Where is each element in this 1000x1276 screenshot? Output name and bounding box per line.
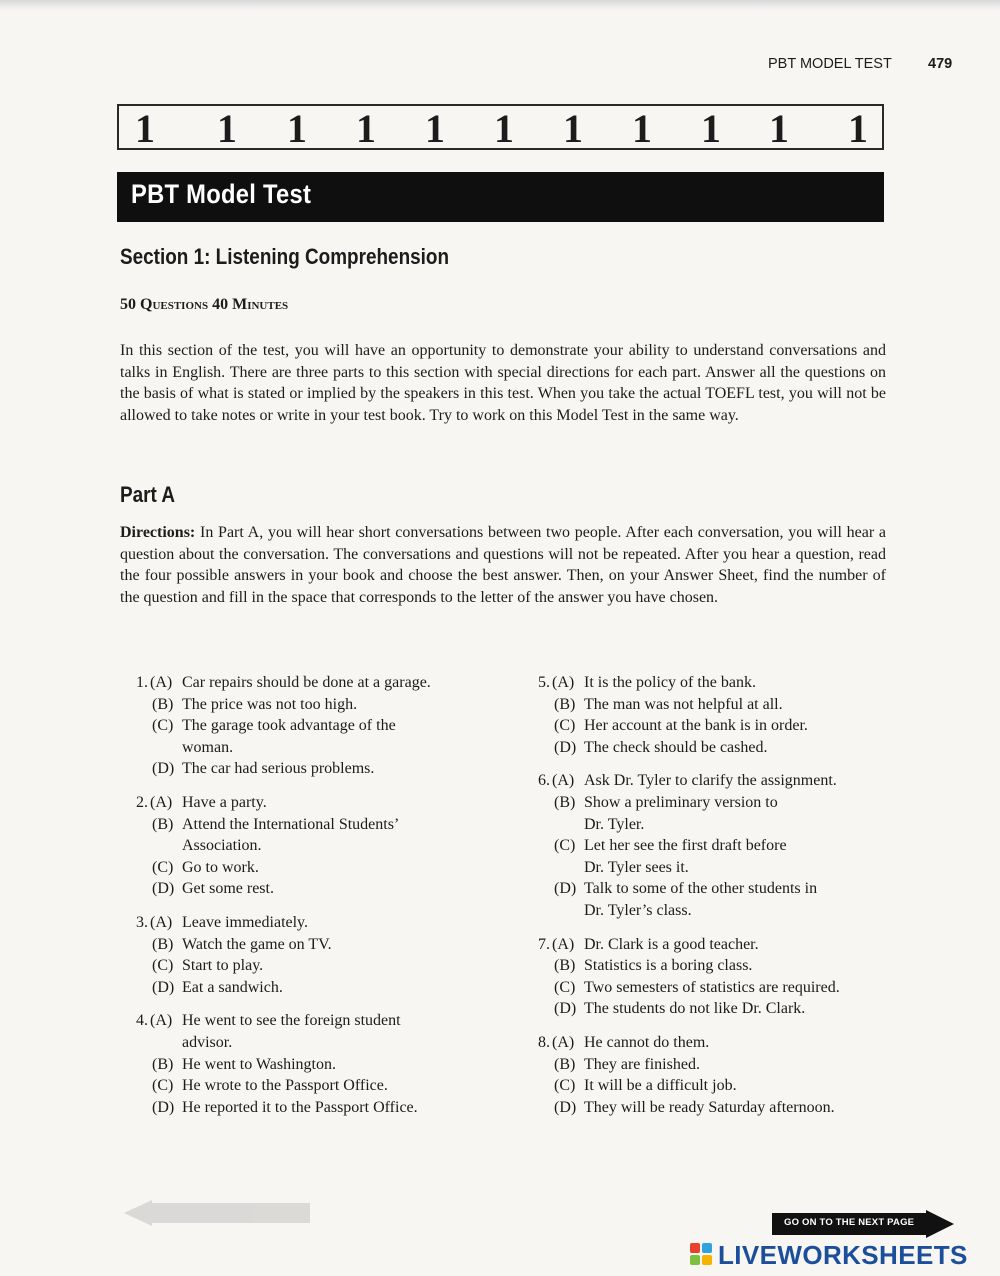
question-column-right [532, 672, 892, 1130]
option-letter: (C) [554, 1077, 576, 1095]
option-text: Watch the game on TV. [182, 935, 332, 953]
answer-option [130, 934, 490, 956]
question-item [130, 912, 490, 998]
option-text: Show a preliminary version to [584, 793, 778, 811]
option-letter: (D) [554, 880, 577, 898]
option-letter: (C) [152, 957, 174, 975]
option-letter: (A) [150, 793, 173, 811]
part-title: Part A [120, 482, 176, 507]
section-title: Section 1: Listening Comprehension [120, 244, 450, 269]
option-letter: (A) [552, 1033, 575, 1051]
option-letter: (C) [554, 717, 576, 735]
answer-option [532, 770, 892, 792]
option-text: The man was not helpful at all. [584, 695, 783, 713]
question-item [532, 934, 892, 1020]
option-text: It is the policy of the bank. [584, 674, 756, 691]
option-text: He wrote to the Passport Office. [182, 1077, 388, 1095]
option-text: They are finished. [584, 1055, 700, 1073]
answer-option [130, 792, 490, 814]
option-text: Two semesters of statistics are required. [584, 978, 840, 996]
section-number: 1 [769, 106, 789, 151]
section-number: 1 [217, 106, 237, 151]
option-text: It will be a difficult job. [584, 1077, 737, 1095]
option-text: Statistics is a boring class. [584, 957, 753, 975]
question-column-left [130, 672, 490, 1130]
page-number: 479 [928, 56, 953, 72]
option-letter: (C) [152, 1077, 174, 1095]
answer-option [130, 977, 490, 999]
bleed-through-arrow [124, 1200, 310, 1226]
section-number: 1 [494, 106, 514, 151]
section-number-strip [117, 104, 884, 150]
option-letter: (B) [152, 695, 174, 713]
answer-option [532, 737, 892, 759]
section-intro: In this section of the test, you will have an opportunity to demonstrate your ability to understand conversations and talks in English. There are three parts to this section with special directions for each part. Answer all the questions on the basis of what is stated or implied by the speakers in this test. When you take the actual TOEFL test, you will not be allowed to take notes or write in your test book. Try to work on this Model Test in the same way. [120, 342, 886, 424]
brand-wordmark: LIVEWORKSHEETS [718, 1240, 968, 1270]
scan-edge-shadow [0, 0, 1000, 10]
answer-option [130, 1010, 490, 1053]
question-item [130, 792, 490, 900]
option-text: He went to see the foreign student [182, 1012, 401, 1030]
answer-option [130, 758, 490, 780]
banner-title: PBT Model Test [131, 179, 312, 209]
option-text: Have a party. [182, 793, 267, 811]
question-number: 7. [538, 935, 550, 953]
section-number: 1 [135, 106, 155, 151]
option-text: Her account at the bank is in order. [584, 717, 808, 735]
questions-word: Questions [140, 296, 209, 313]
option-text-continued: Dr. Tyler’s class. [584, 901, 692, 919]
answer-option [532, 977, 892, 999]
answer-option [130, 878, 490, 900]
question-number: 1. [136, 674, 148, 691]
option-text: Start to play. [182, 957, 264, 975]
option-letter: (D) [554, 1000, 577, 1018]
option-letter: (A) [150, 913, 173, 931]
answer-option [532, 835, 892, 878]
option-text: The car had serious problems. [182, 760, 375, 778]
option-text: He went to Washington. [182, 1055, 336, 1073]
section-number: 1 [632, 106, 652, 151]
question-number: 8. [538, 1033, 550, 1051]
option-text: They will be ready Saturday afternoon. [584, 1098, 835, 1116]
answer-option [532, 1054, 892, 1076]
option-letter: (C) [152, 717, 174, 735]
question-count: 50 [120, 296, 136, 313]
part-directions [120, 522, 886, 608]
option-text: He reported it to the Passport Office. [182, 1098, 418, 1116]
section-number: 1 [701, 106, 721, 151]
option-letter: (B) [554, 793, 576, 811]
next-page-arrow[interactable] [772, 1210, 956, 1238]
option-text: Ask Dr. Tyler to clarify the assignment. [584, 772, 837, 790]
answer-option [130, 1097, 490, 1119]
option-letter: (D) [152, 1098, 175, 1116]
question-item [532, 770, 892, 921]
option-letter: (B) [152, 935, 174, 953]
question-number: 6. [538, 772, 550, 790]
page-header [760, 56, 960, 76]
arrow-right-icon [926, 1210, 954, 1238]
option-letter: (B) [554, 957, 576, 975]
question-item [532, 672, 892, 758]
title-banner [117, 172, 884, 222]
option-text-continued: advisor. [182, 1033, 233, 1051]
question-item [130, 1010, 490, 1118]
option-letter: (A) [552, 935, 575, 953]
answer-option [130, 694, 490, 716]
answer-option [130, 715, 490, 758]
answer-option [532, 1097, 892, 1119]
option-letter: (B) [152, 1055, 174, 1073]
answer-option [130, 912, 490, 934]
option-text: Car repairs should be done at a garage. [182, 674, 431, 691]
answer-option [130, 857, 490, 879]
option-text: Leave immediately. [182, 913, 309, 931]
option-text: The garage took advantage of the [182, 717, 396, 735]
answer-option [532, 672, 892, 694]
option-text: Let her see the first draft before [584, 837, 787, 855]
answer-option [130, 955, 490, 977]
option-letter: (D) [152, 760, 175, 778]
answer-option [130, 672, 490, 694]
section-number: 1 [356, 106, 376, 151]
option-text: Dr. Clark is a good teacher. [584, 935, 759, 953]
question-number: 3. [136, 913, 148, 931]
option-text: The price was not too high. [182, 695, 358, 713]
option-letter: (C) [152, 858, 174, 876]
option-letter: (D) [152, 880, 175, 898]
answer-option [130, 1054, 490, 1076]
option-letter: (A) [150, 1012, 173, 1030]
minutes-count: 40 [212, 296, 229, 313]
logo-icon [690, 1243, 714, 1267]
option-letter: (D) [554, 1098, 577, 1116]
answer-option [532, 1032, 892, 1054]
answer-option [532, 792, 892, 835]
option-text: Go to work. [182, 858, 259, 876]
option-letter: (A) [150, 674, 173, 691]
question-number: 5. [538, 674, 550, 691]
directions-text: In Part A, you will hear short conversations between two people. After each conversation, you will hear a question about the conversation. The conversations and questions will not be repeated. After you hear a question, read the four possible answers in your book and choose the best answer. Then, on your Answer Sheet, find the number of the question and fill in the space that corresponds to the letter of the answer you have chosen. [120, 524, 887, 606]
answer-option [532, 1075, 892, 1097]
answer-option [130, 814, 490, 857]
answer-option [130, 1075, 490, 1097]
next-page-label: GO ON TO THE NEXT PAGE [784, 1217, 915, 1228]
answer-option [532, 715, 892, 737]
option-text-continued: Association. [182, 837, 262, 855]
section-number: 1 [287, 106, 307, 151]
question-item [532, 1032, 892, 1118]
option-text-continued: woman. [182, 738, 234, 756]
option-text: Attend the International Students’ [182, 815, 400, 833]
option-text: The check should be cashed. [584, 738, 768, 756]
option-letter: (C) [554, 978, 576, 996]
answer-option [532, 694, 892, 716]
answer-option [532, 934, 892, 956]
option-text: He cannot do them. [584, 1033, 710, 1051]
option-text-continued: Dr. Tyler sees it. [584, 858, 689, 876]
section-number: 1 [848, 106, 868, 151]
option-letter: (A) [552, 772, 575, 790]
option-letter: (D) [152, 978, 175, 996]
answer-option [532, 955, 892, 977]
option-letter: (B) [554, 1055, 576, 1073]
question-number: 4. [136, 1012, 148, 1030]
answer-option [532, 998, 892, 1020]
option-text: Talk to some of the other students in [584, 880, 818, 898]
section-number: 1 [425, 106, 445, 151]
option-letter: (C) [554, 837, 576, 855]
section-meta [120, 296, 288, 314]
option-letter: (B) [554, 695, 576, 713]
option-letter: (B) [152, 815, 174, 833]
option-text-continued: Dr. Tyler. [584, 815, 645, 833]
directions-label: Directions: [120, 524, 196, 541]
running-title: PBT MODEL TEST [768, 56, 892, 72]
arrow-head-shape [124, 1200, 152, 1226]
arrow-body-shape [150, 1203, 310, 1223]
question-number: 2. [136, 793, 148, 811]
option-text: Eat a sandwich. [182, 978, 283, 996]
answer-option [532, 878, 892, 921]
minutes-word: Minutes [232, 296, 289, 313]
option-letter: (A) [552, 674, 575, 691]
option-text: Get some rest. [182, 880, 274, 898]
option-letter: (D) [554, 738, 577, 756]
section-number: 1 [563, 106, 583, 151]
question-item [130, 672, 490, 780]
option-text: The students do not like Dr. Clark. [584, 1000, 806, 1018]
